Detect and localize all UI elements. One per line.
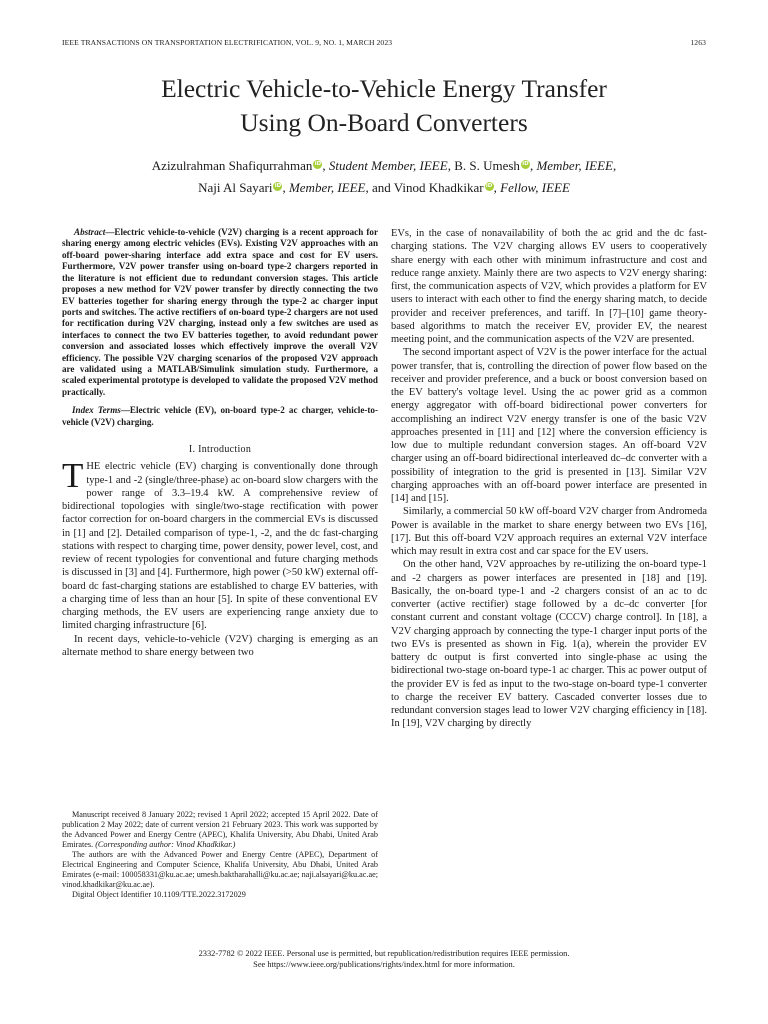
- left-column: [62, 227, 378, 659]
- orcid-icon[interactable]: iD: [314, 161, 322, 167]
- author-block: [0, 155, 768, 199]
- title-line-1: Electric Vehicle-to-Vehicle Energy Transfer: [161, 74, 607, 103]
- index-terms-dash: —: [120, 405, 130, 416]
- paper-title: [0, 72, 768, 140]
- index-terms-text: Electric vehicle (EV), on-board type-2 ac charger, vehicle-to-vehicle (V2V) charging.: [62, 405, 378, 427]
- author-line-1: Azizulrahman Shafiqurrahman iD, Student Member, IEEE, B. S. Umesh iD, Member, IEEE,: [151, 158, 617, 173]
- author-line-2: Naji Al Sayari iD, Member, IEEE, and Vinod Khadkikar iD, Fellow, IEEE: [198, 180, 570, 195]
- author-name: Naji Al Sayari: [198, 180, 273, 195]
- author-conjunction: , and: [365, 180, 394, 195]
- intro-paragraph-2: In recent days, vehicle-to-vehicle (V2V) charging is emerging as an alternate method to share energy between two: [62, 633, 378, 658]
- author-role: Member, IEEE: [288, 180, 366, 195]
- rights-link-line: See https://www.ieee.org/publications/rights/index.html for more information.: [253, 960, 515, 969]
- drop-cap: T: [62, 456, 84, 496]
- body-paragraph: EVs, in the case of nonavailability of both the ac grid and the dc fast-charging stations. The V2V charging allows EV users to cooperatively share energy with each other with minimum infrastructure and cost and reduce range anxiety. Mainly there are two aspects to V2V energy sharing: first, the communication aspects of V2V, which provides a platform for EV users to interact with each other to find the energy sharing match, to decide provider and receiver preferences, and tariff. In [7]–[10] game theory-based algorithms to match the receiver EV, provider EV, the nearest meeting point, and the communication aspects of the V2V are presented.: [391, 228, 707, 345]
- section-heading: I. Introduction: [188, 444, 252, 456]
- footnote-manuscript: [62, 810, 378, 850]
- copyright-footer: [0, 948, 768, 970]
- author-name: Vinod Khadkikar: [393, 180, 484, 195]
- footnotes: [62, 810, 378, 900]
- author-role: Member, IEEE: [536, 158, 613, 173]
- footnote-doi: Digital Object Identifier 10.1109/TTE.2022.3172029: [72, 889, 246, 899]
- intro-paragraph-1: [62, 456, 378, 632]
- right-column: [391, 227, 707, 731]
- page-number: 1263: [690, 38, 706, 47]
- body-paragraph: On the other hand, V2V approaches by re-utilizing the on-board type-1 and -2 chargers as power interfaces are presented in [18] and [19]. Basically, the on-board type-1 and -2 chargers consist of an ac to dc converter (active rectifier) stage followed by a dc–dc converter [for constant current and constant voltage (CCCV) charge control]. In [18], a V2V charging approach by connecting the type-1 charger input ports of the two EVs is presented as shown in Fig. 1(a), wherein the provider EV battery dc output is first converted into single-phase ac using the bidirectional two-stage on-board type-1 ac charger. This ac power output of the provider EV is fed as input to the two-stage on-board type-1 converter to charge the receiver EV battery. Cascaded converter losses due to redundant conversion stages lead to lower V2V charging efficiency in [18]. In [19], V2V charging by directly: [391, 559, 707, 730]
- body-paragraph: Similarly, a commercial 50 kW off-board V2V charger from Andromeda Power is available in the market to share energy between two EVs [16], [17]. But this off-board V2V approach requires an external V2V interface which may result in extra cost and car space for the EV users.: [391, 506, 707, 557]
- title-line-2: Using On-Board Converters: [240, 108, 528, 137]
- orcid-icon[interactable]: iD: [485, 183, 493, 189]
- corresponding-author: (Corresponding author: Vinod Khadkikar.): [95, 839, 236, 849]
- orcid-icon[interactable]: iD: [522, 161, 529, 167]
- author-name: B. S. Umesh: [454, 158, 520, 173]
- intro-paragraph-1-text: HE electric vehicle (EV) charging is conventionally done through type-1 and -2 (single/three-phase) ac on-board slow chargers with the power range of 3.3–19.4 kW. A comprehensive review of bidirectional topologies with single/two-stage rectification with power factor correction for on-board chargers in the commercial EVs is discussed in [1] and [2]. Detailed comparison of type-1, -2, and the dc fast-charging stations with respect to charging time, power density, power level, cost, and review of recent typologies for conventional and future charging methods is discussed in [3] and [4]. Furthermore, high power (>50 kW) external off-board dc fast-charging stations are established to charge EV batteries, with a charging time of less than an hour [5]. In spite of these conventional EV charging methods, the EV users are experiencing range anxiety due to limited charging infrastructure [6].: [62, 461, 378, 632]
- abstract-label: Abstract: [74, 227, 106, 237]
- index-terms-label: Index Terms: [72, 405, 121, 416]
- running-head: [62, 38, 706, 47]
- index-terms: [62, 405, 378, 428]
- journal-name: IEEE TRANSACTIONS ON TRANSPORTATION ELECTRIFICATION, VOL. 9, NO. 1, MARCH 2023: [62, 38, 393, 47]
- abstract-text: Electric vehicle-to-vehicle (V2V) charging is a recent approach for sharing energy among electric vehicles (EVs). Existing V2V approaches with an off-board power-sharing interface add extra space and cost for EV users. Furthermore, V2V power transfer using on-board type-2 chargers reported in the literature is not efficient due to redundant conversion stages. This article proposes a new method for V2V power transfer by directly connecting the two EV batteries together for sharing energy through the type-2 ac charger input ports and switches. The active rectifiers of on-board type-2 chargers are not used for rectification during V2V charging, instead only a few switches are used as interfaces to connect the two EV batteries together, to avoid redundant power conversion and associated losses which effectively improve the overall V2V efficiency. The possible V2V charging scenarios of the proposed V2V approach are validated using a MATLAB/Simulink simulation study. Furthermore, a scaled experimental prototype is developed to validate the proposed V2V method practically.: [62, 227, 378, 397]
- footnote-affiliation: The authors are with the Advanced Power and Energy Centre (APEC), Department of Electrical Engineering and Computer Science, Khalifa University, Abu Dhabi, United Arab Emirates (e-mail: 100058331@ku.ac.ae; umesh.baktharahalli@ku.ac.ae; naji.alsayari@ku.ac.ae; vinod.khadkikar@ku.ac.ae).: [62, 849, 378, 889]
- orcid-icon[interactable]: iD: [274, 183, 282, 189]
- abstract-dash: —: [105, 227, 115, 237]
- body-paragraph: The second important aspect of V2V is the power interface for the actual power transfer, that is, controlling the direction of power flow based on the receiver and provider preference, and a buck or boost conversion based on the EV battery's voltage level. Using the ac power grid as a common energy aggregator with off-board bidirectional power converters for accomplishing an indirect V2V energy transfer is one of the basic V2V approaches presented in [11] and [12] where the conversion efficiency is low due to multiple redundant conversion stages. An off-board V2V charger using an off-board bidirectional interleaved dc–dc converter with a possibility of integration to the grid is presented in [13]. Similar V2V charging approaches with an off-board power interface are presented in [14] and [15].: [391, 347, 707, 504]
- copyright-line: 2332-7782 © 2022 IEEE. Personal use is permitted, but republication/redistribution requires IEEE permission.: [198, 949, 570, 958]
- footnote-manuscript-text: Manuscript received 8 January 2022; revised 1 April 2022; accepted 15 April 2022. Date of publication 2 May 2022; date of current version 21 February 2023. This work was supported by the Advanced Power and Energy Centre (APEC), Khalifa University, Abu Dhabi, United Arab Emirates.: [62, 810, 378, 849]
- author-role: Student Member, IEEE: [328, 158, 448, 173]
- author-name: Azizulrahman Shafiqurrahman: [151, 158, 313, 173]
- author-role: Fellow, IEEE: [500, 180, 570, 195]
- abstract: [62, 227, 378, 398]
